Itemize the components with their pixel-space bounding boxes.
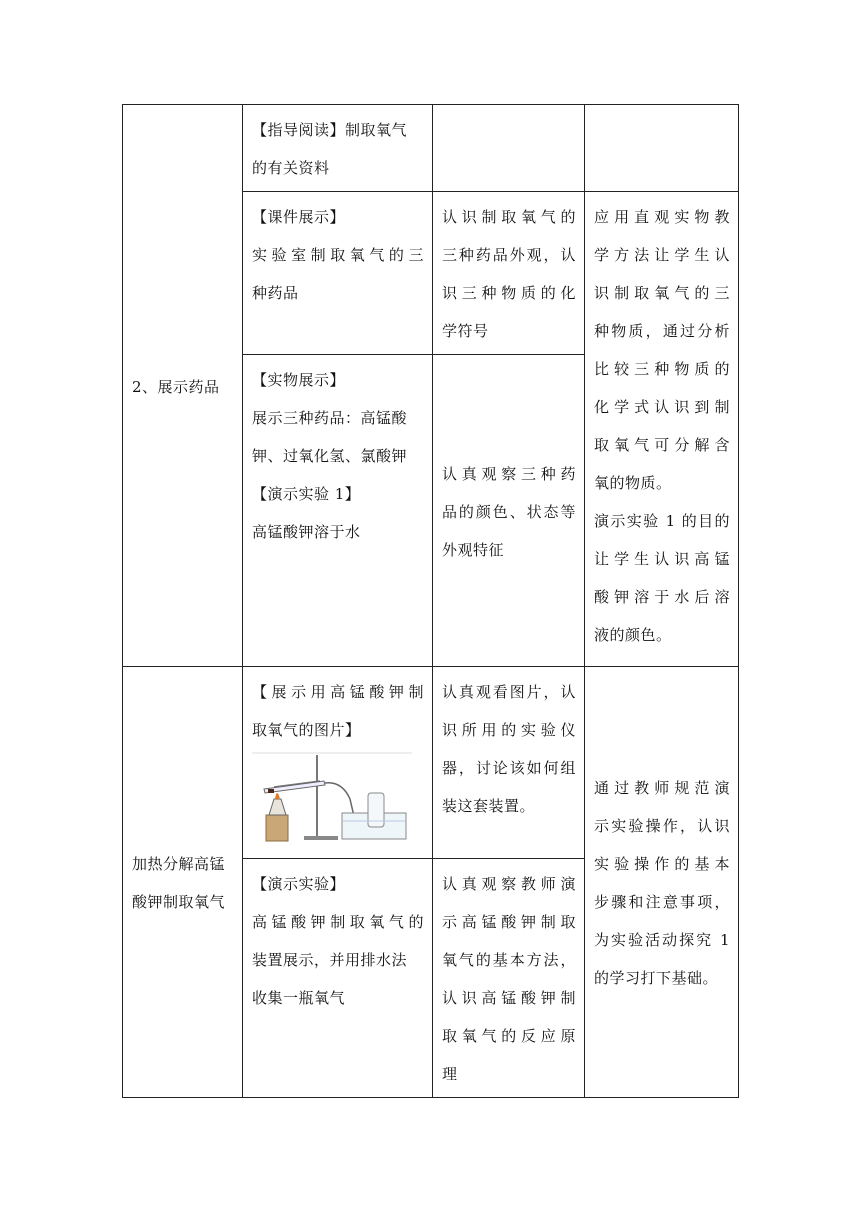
activity-cell: [243, 859, 433, 1098]
cell-line: 收集一瓶氧气: [252, 989, 346, 1007]
cell-line: 【演示实验】: [252, 875, 346, 893]
cell-line: 应用直观实物教: [594, 208, 730, 226]
cell-line: 高锰酸钾溶于水: [252, 523, 361, 541]
cell-line: 外观特征: [442, 540, 505, 559]
student-cell: [433, 859, 585, 1098]
table-row: [123, 667, 739, 859]
cell-line: 【实物展示】: [252, 371, 346, 389]
student-cell: [433, 192, 585, 355]
cell-line: 步骤和注意事项，: [594, 893, 730, 911]
cell-line: 三种药品外观，认: [442, 246, 576, 264]
cell-line: 氧气的基本方法，: [442, 951, 576, 969]
cell-line: 液的颜色。: [594, 626, 672, 644]
cell-line: 取氧气的图片】: [252, 721, 361, 739]
cell-line: 认识制取氧气的: [442, 208, 576, 226]
cell-line: 认识高锰酸钾制: [442, 989, 576, 1007]
cell-line: 为实验活动探究 1: [594, 931, 730, 949]
cell-line: 理: [442, 1065, 458, 1083]
student-cell-empty: [433, 105, 585, 192]
activity-cell: [243, 667, 433, 859]
cell-line: 认真观察三种药: [442, 464, 576, 483]
cell-line: 【课件展示】: [252, 208, 346, 226]
table-row: [123, 105, 739, 192]
student-cell: [433, 667, 585, 859]
cell-line: 酸钾溶于水后溶: [594, 588, 730, 606]
stage-label: 酸钾制取氧气: [132, 893, 226, 911]
activity-cell: [243, 105, 433, 192]
stage-label: 2、展示药品: [132, 377, 220, 396]
cell-line: 装置展示，并用排水法: [252, 951, 408, 969]
cell-line: 【演示实验 1】: [252, 485, 361, 503]
cell-line: 钾、过氧化氢、氯酸钾: [252, 447, 408, 465]
cell-line: 种物质，通过分析: [594, 322, 730, 340]
cell-line: 比较三种物质的: [594, 360, 730, 378]
stage-cell-show-drugs: [123, 105, 243, 667]
cell-line: 的有关资料: [252, 159, 330, 177]
cell-line: 通过教师规范演: [594, 779, 730, 797]
stage-cell-heat-kmno4: [123, 667, 243, 1098]
cell-line: 取氧气可分解含: [594, 436, 730, 454]
cell-line: 的学习打下基础。: [594, 969, 719, 987]
cell-line: 化学式认识到制: [594, 398, 730, 416]
cell-line: 取氧气的反应原: [442, 1027, 576, 1045]
cell-line: 示实验操作，认识: [594, 817, 730, 835]
intent-cell: [585, 667, 739, 1098]
cell-line: 识所用的实验仪: [442, 721, 576, 739]
cell-line: 高锰酸钾制取氧气的: [252, 913, 424, 931]
cell-line: 【指导阅读】制取氧气: [252, 121, 408, 139]
cell-line: 展示三种药品：高锰酸: [252, 409, 408, 427]
activity-cell: [243, 192, 433, 355]
cell-line: 识制取氧气的三: [594, 284, 730, 302]
cell-line: 【展示用高锰酸钾制: [252, 683, 424, 701]
cell-line: 器，讨论该如何组: [442, 759, 576, 777]
cell-line: 让学生认识高锰: [594, 550, 730, 568]
cell-line: 识三种物质的化: [442, 284, 576, 302]
cell-line: 氧的物质。: [594, 474, 672, 492]
cell-line: 示高锰酸钾制取: [442, 913, 576, 931]
cell-line: 学方法让学生认: [594, 246, 730, 264]
activity-cell: [243, 355, 433, 667]
cell-line: 学符号: [442, 322, 489, 340]
cell-line: 品的颜色、状态等: [442, 502, 576, 521]
stage-label: 加热分解高锰: [132, 855, 226, 873]
cell-line: 装这套装置。: [442, 797, 536, 815]
lesson-table: [122, 104, 739, 1098]
cell-line: 实验室制取氧气的三: [252, 246, 424, 264]
apparatus-image: [252, 751, 414, 845]
cell-line: 实验操作的基本: [594, 855, 730, 873]
cell-line: 演示实验 1 的目的: [594, 512, 730, 530]
intent-cell: [585, 192, 739, 667]
oxygen-apparatus-illustration: [252, 751, 412, 845]
cell-line: 种药品: [252, 284, 299, 302]
cell-line: 认真观看图片，认: [442, 683, 576, 701]
intent-cell-empty: [585, 105, 739, 192]
student-cell: [433, 355, 585, 667]
cell-line: 认真观察教师演: [442, 875, 576, 893]
